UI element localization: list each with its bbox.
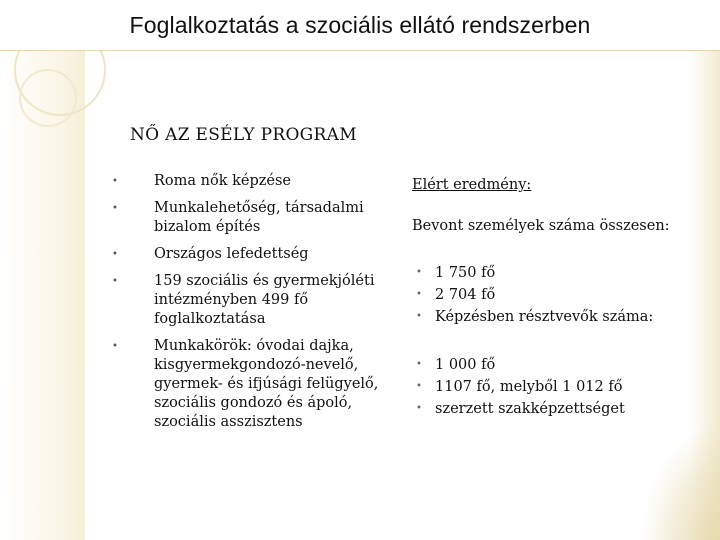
- list-item: • 1107 fő, melyből 1 012 fő: [416, 376, 696, 398]
- list-item: • 159 szociális és gyermekjóléti intézményben 499 fő foglalkoztatása: [112, 273, 375, 327]
- bullet-icon: •: [416, 359, 422, 370]
- bullet-icon: •: [416, 403, 422, 414]
- results-subtitle: Bevont személyek száma összesen:: [412, 218, 670, 234]
- bullet-icon: •: [112, 341, 118, 352]
- bullet-icon: •: [416, 311, 422, 322]
- results-list-2: [416, 354, 696, 420]
- bullet-icon: •: [112, 249, 118, 260]
- list-item: • Munkalehetőség, társadalmi bizalom építés: [112, 200, 364, 235]
- program-title: NŐ AZ ESÉLY PROGRAM: [130, 125, 357, 145]
- bullet-icon: •: [112, 176, 118, 187]
- list-item: • 2 704 fő: [416, 284, 696, 306]
- bullet-icon: •: [416, 381, 422, 392]
- results-list-1: [416, 262, 696, 328]
- list-item: • 1 000 fő: [416, 354, 696, 376]
- bullet-icon: •: [416, 289, 422, 300]
- results-title: Elért eredmény:: [412, 177, 532, 193]
- list-item: • 1 750 fő: [416, 262, 696, 284]
- title-bar: [0, 0, 720, 50]
- deco-circle-small: [20, 70, 76, 126]
- list-item: • Képzésben résztvevők száma:: [416, 306, 696, 328]
- list-item: • Munkakörök: óvodai dajka, kisgyermekgondozó-nevelő, gyermek- és ifjúsági felügyelő, szociális gondozó és ápoló, szociális asszisztens: [112, 338, 379, 430]
- list-item: • Roma nők képzése: [112, 173, 292, 189]
- bullet-icon: •: [416, 267, 422, 278]
- bullet-icon: •: [112, 203, 118, 214]
- slide-title: Foglalkoztatás a szociális ellátó rendszerben: [129, 12, 591, 38]
- title-divider: [0, 50, 720, 51]
- list-item: • Országos lefedettség: [112, 246, 309, 262]
- bullet-icon: •: [112, 276, 118, 287]
- program-bullet-list: [112, 172, 397, 440]
- list-item: • szerzett szakképzettséget: [416, 398, 696, 420]
